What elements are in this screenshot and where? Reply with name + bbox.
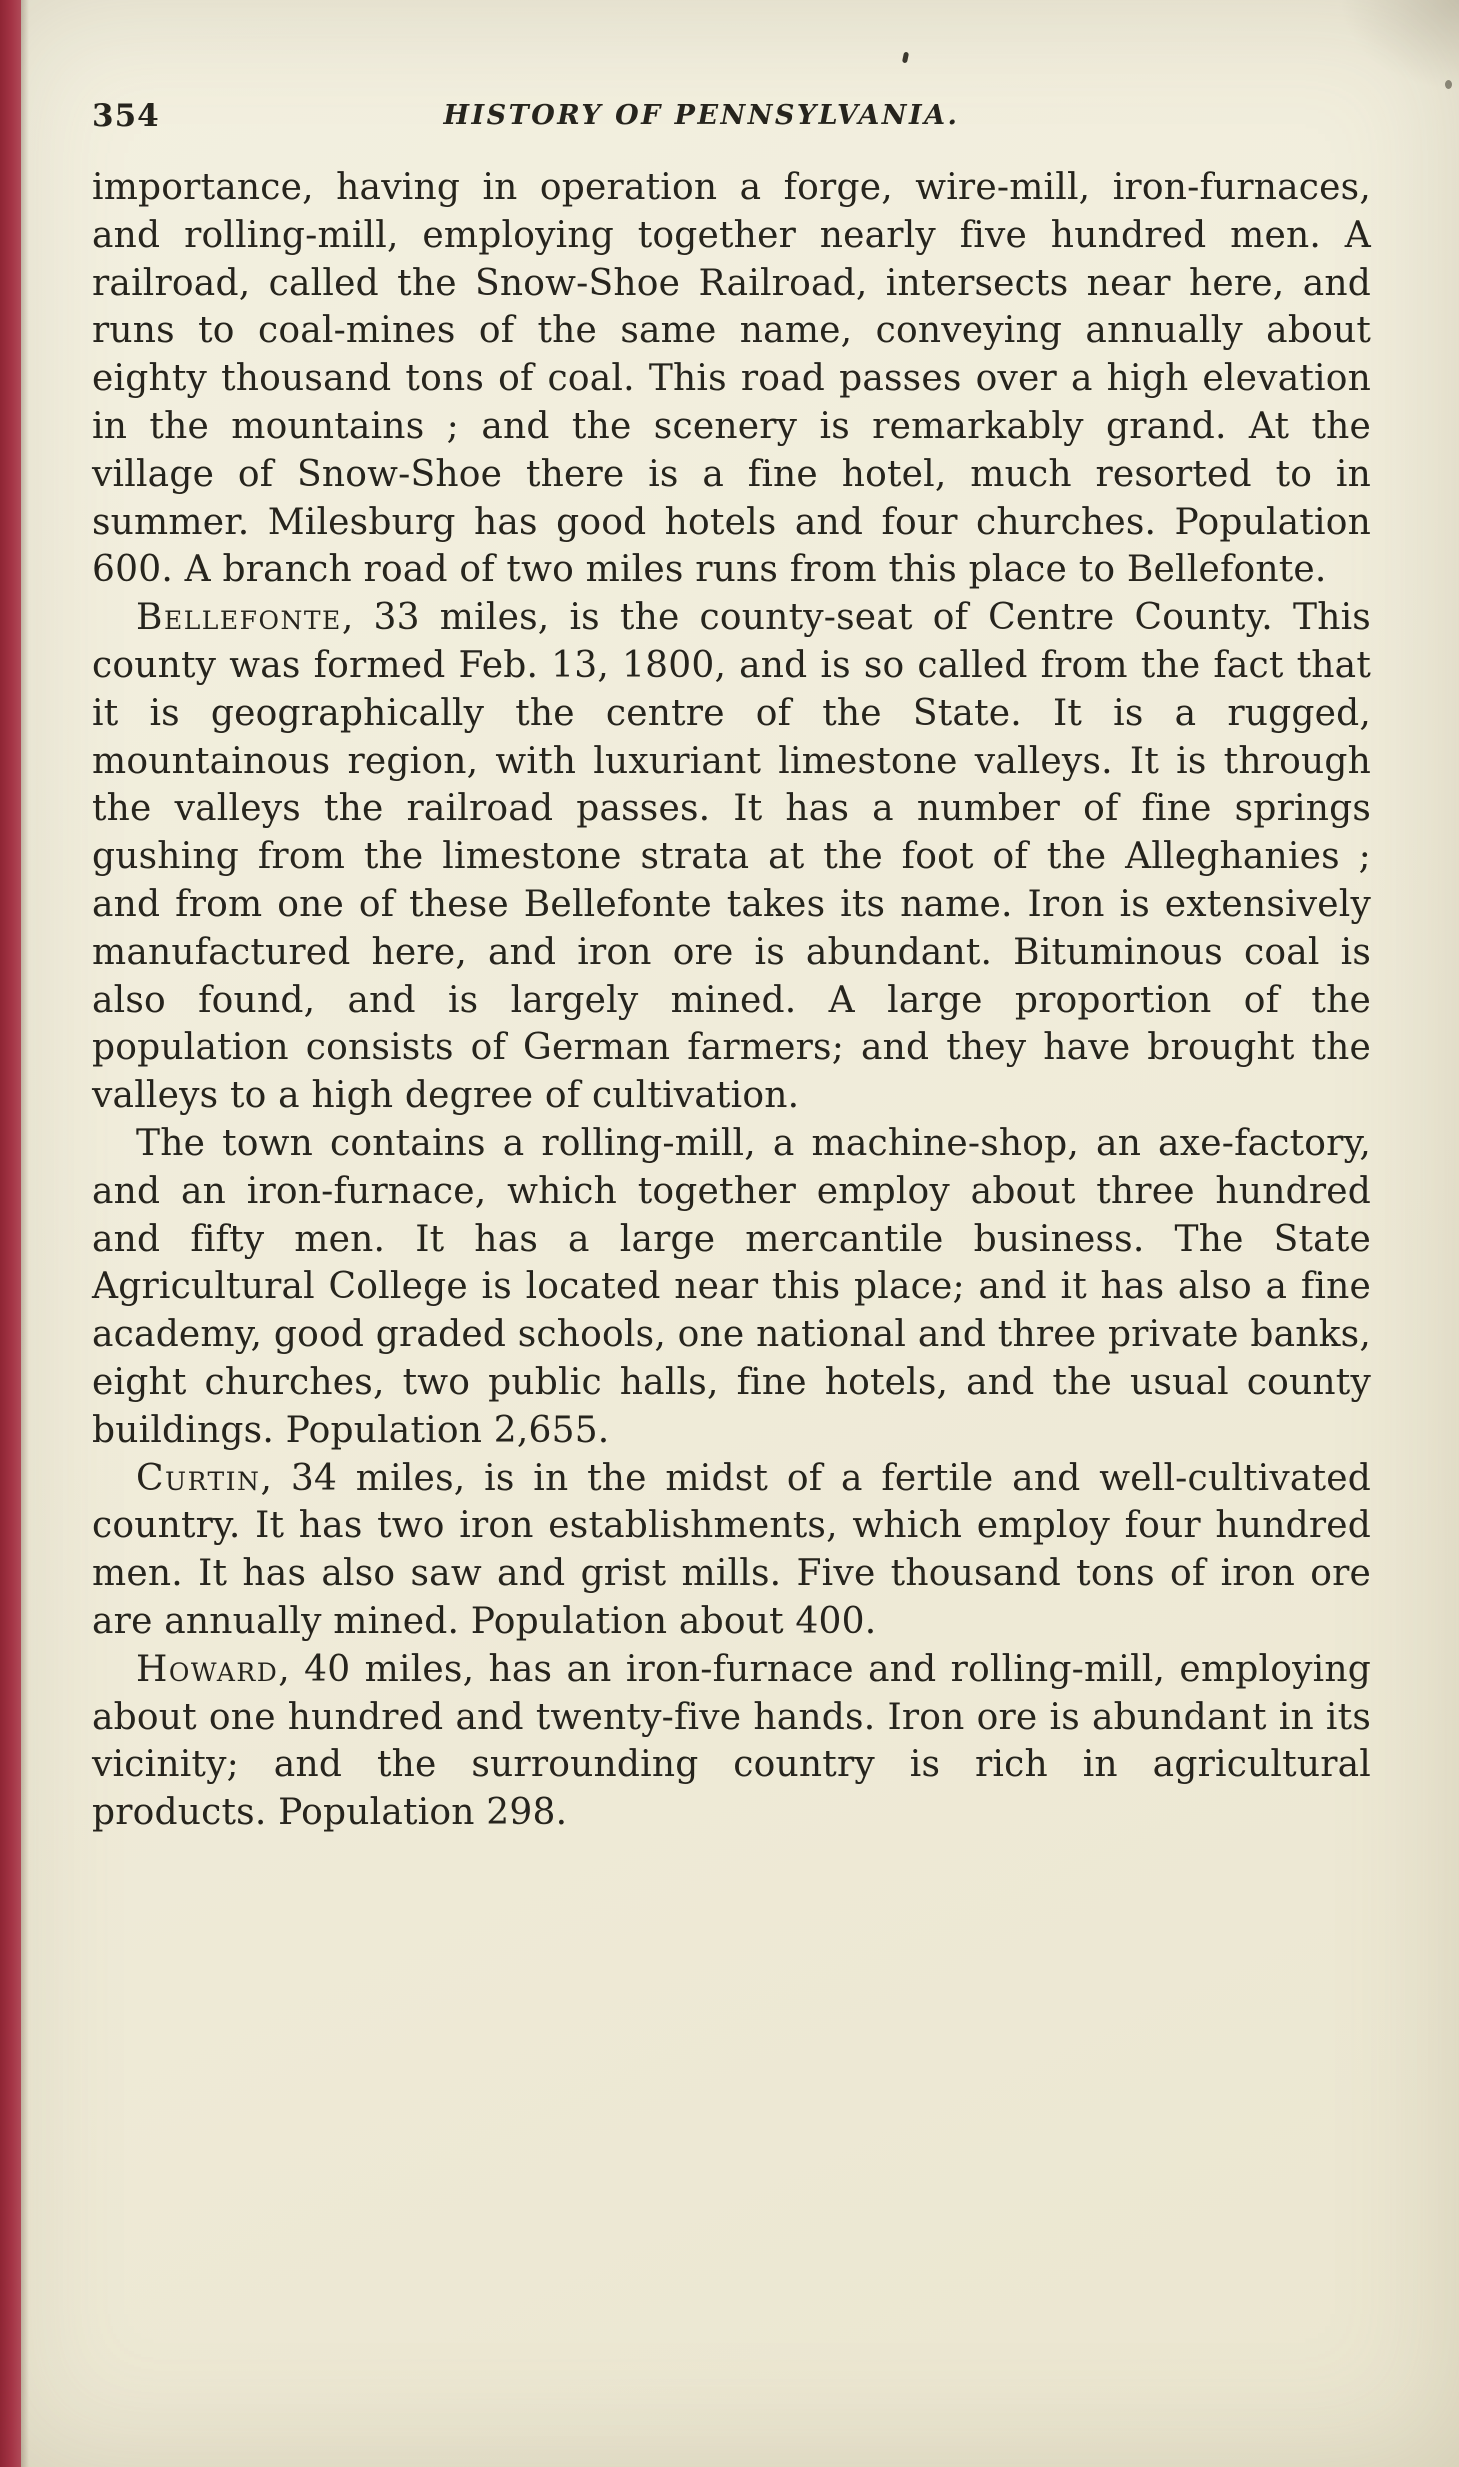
paragraph-text: The town contains a rolling-mill, a machine-shop, an axe-factory, and an iron-furnace, which together employ about three hundred and fifty men. It has a large mercantile business. The State Agricultural College is located near this place; and it has also a fine academy, good graded schools, one national and three private banks, eight churches, two public halls, fine hotels, and the usual county buildings. Population 2,655.: [92, 1122, 1371, 1451]
place-name-lead: Curtin: [136, 1457, 261, 1499]
paragraph-milesburg-continuation: [92, 164, 1371, 594]
paragraph-text: , 40 miles, has an iron-furnace and rolling-mill, employing about one hundred and twenty-five hands. Iron ore is abundant in its vicinity; and the surrounding country is rich in agricultural products. Population 298.: [92, 1648, 1371, 1834]
paragraph-text: , 33 miles, is the county-seat of Centre County. This county was formed Feb. 13, 1800, and is so called from the fact that it is geographically the centre of the State. It is a rugged, mountainous region, with luxuriant limestone valleys. It is through the valleys the railroad passes. It has a number of fine springs gushing from the limestone strata at the foot of the Alleghanies ; and from one of these Bellefonte takes its name. Iron is extensively manufactured here, and iron ore is abundant. Bituminous coal is also found, and is largely mined. A large proportion of the population consists of German farmers; and they have brought the valleys to a high degree of cultivation.: [92, 597, 1371, 1117]
binding-edge: [0, 0, 21, 2467]
paragraph-text: importance, having in operation a forge, wire-mill, iron-furnaces, and rolling-mill, employing together nearly five hundred men. A railroad, called the Snow-Shoe Railroad, intersects near here, and runs to coal-mines of the same name, conveying annually about eighty thousand tons of coal. This road passes over a high elevation in the mountains ; and the scenery is remarkably grand. At the village of Snow-Shoe there is a fine hotel, much resorted to in summer. Milesburg has good hotels and four churches. Population 600. A branch road of two miles runs from this place to Bellefonte.: [92, 167, 1371, 591]
place-name-lead: Bellefonte: [136, 597, 342, 639]
paragraph-howard: [92, 1646, 1371, 1837]
paragraph-text: , 34 miles, is in the midst of a fertile and well-cultivated country. It has two iron establishments, which employ four hundred men. It has also saw and grist mills. Five thousand tons of iron ore are annually mined. Population about 400.: [92, 1457, 1371, 1642]
paragraph-curtin: [92, 1455, 1371, 1646]
paragraph-bellefonte-town: [92, 1120, 1371, 1455]
running-header: HISTORY OF PENNSYLVANIA.: [443, 100, 960, 131]
place-name-lead: Howard: [136, 1648, 279, 1690]
paragraph-bellefonte: [92, 594, 1371, 1120]
page-number: 354: [92, 98, 160, 134]
page-body: [92, 164, 1371, 1837]
page-header: [92, 96, 1371, 140]
